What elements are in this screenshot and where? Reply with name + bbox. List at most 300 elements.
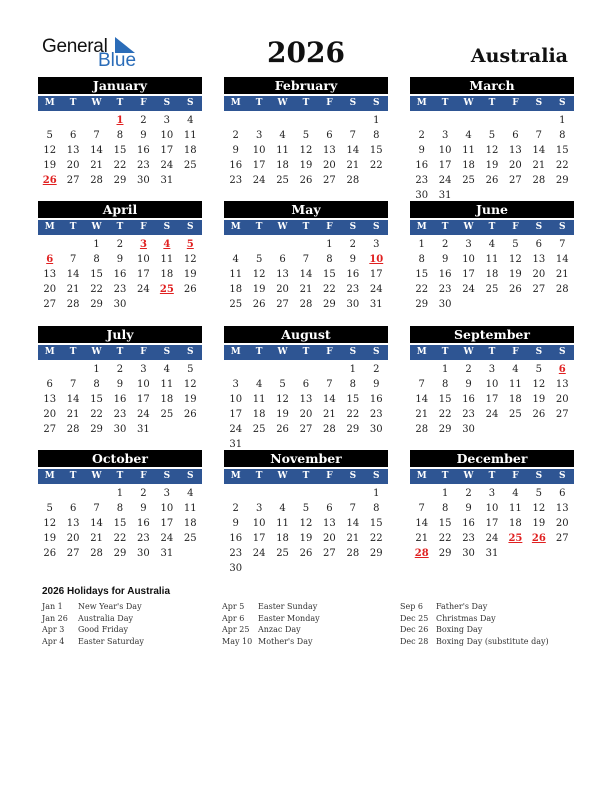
month-october bbox=[38, 450, 202, 561]
day: 20 bbox=[43, 409, 57, 420]
day: 19 bbox=[485, 160, 499, 171]
day-grid bbox=[410, 486, 574, 561]
empty-cell bbox=[38, 486, 61, 501]
day: 29 bbox=[323, 299, 336, 310]
weekday-label: S bbox=[186, 98, 194, 108]
month-june bbox=[410, 201, 574, 312]
day: 11 bbox=[276, 145, 289, 156]
day: 13 bbox=[43, 394, 57, 405]
day: 3 bbox=[488, 488, 496, 499]
day: 19 bbox=[532, 518, 546, 529]
weekday-label: T bbox=[441, 222, 449, 232]
day: 12 bbox=[485, 145, 499, 156]
weekday-label: F bbox=[512, 347, 519, 357]
day: 7 bbox=[326, 379, 333, 390]
day: 1 bbox=[373, 488, 380, 499]
day: 30 bbox=[113, 299, 127, 310]
weekday-label: W bbox=[463, 222, 474, 232]
holiday-date: Apr 3 bbox=[42, 625, 65, 634]
day: 14 bbox=[346, 145, 360, 156]
weekday-label: S bbox=[535, 222, 543, 232]
day: 18 bbox=[252, 409, 266, 420]
day: 20 bbox=[43, 284, 57, 295]
holiday-row bbox=[400, 613, 549, 625]
weekday-label: T bbox=[441, 471, 449, 481]
weekday-label: F bbox=[140, 222, 147, 232]
weekday-label: S bbox=[163, 471, 171, 481]
day: 14 bbox=[323, 394, 336, 405]
day-grid bbox=[38, 113, 202, 188]
holiday-name: Father's Day bbox=[436, 602, 488, 611]
holiday-day: 26 bbox=[531, 533, 546, 544]
day: 19 bbox=[299, 533, 313, 544]
day: 1 bbox=[373, 115, 380, 126]
empty-cell bbox=[38, 362, 61, 377]
day: 23 bbox=[137, 160, 150, 171]
weekday-label: T bbox=[488, 471, 496, 481]
day: 19 bbox=[43, 533, 57, 544]
month-january bbox=[38, 77, 202, 188]
day: 29 bbox=[90, 424, 103, 435]
day: 8 bbox=[373, 130, 380, 141]
day: 7 bbox=[93, 503, 100, 514]
weekday-label: S bbox=[372, 222, 380, 232]
day: 1 bbox=[441, 364, 449, 375]
holiday-row bbox=[42, 601, 144, 613]
day: 10 bbox=[160, 503, 174, 514]
day: 2 bbox=[140, 488, 147, 499]
weekday-label: M bbox=[230, 98, 241, 108]
day: 1 bbox=[116, 488, 124, 499]
weekday-label: S bbox=[186, 347, 194, 357]
day: 5 bbox=[255, 254, 263, 265]
day: 6 bbox=[326, 503, 333, 514]
empty-cell bbox=[294, 362, 317, 377]
day: 16 bbox=[137, 145, 150, 156]
day: 15 bbox=[113, 145, 127, 156]
weekday-label: S bbox=[163, 222, 171, 232]
day: 2 bbox=[373, 364, 380, 375]
holiday-date: Dec 26 bbox=[400, 625, 429, 634]
day: 12 bbox=[183, 379, 197, 390]
day: 30 bbox=[462, 548, 475, 559]
holiday-name: Easter Saturday bbox=[78, 636, 144, 646]
empty-cell bbox=[247, 113, 270, 128]
weekday-label: M bbox=[416, 347, 427, 357]
day: 24 bbox=[462, 284, 475, 295]
day: 8 bbox=[116, 130, 124, 141]
weekday-label: T bbox=[116, 222, 124, 232]
day: 24 bbox=[369, 284, 383, 295]
weekday-label: T bbox=[441, 98, 449, 108]
day: 23 bbox=[462, 533, 475, 544]
day: 18 bbox=[485, 269, 499, 280]
empty-cell bbox=[38, 237, 61, 252]
day: 7 bbox=[418, 379, 425, 390]
day: 10 bbox=[462, 254, 475, 265]
day: 2 bbox=[140, 115, 147, 126]
day: 8 bbox=[559, 130, 566, 141]
day: 28 bbox=[299, 299, 313, 310]
day: 10 bbox=[229, 394, 243, 405]
day: 16 bbox=[462, 394, 475, 405]
day: 12 bbox=[183, 254, 197, 265]
weekday-label: W bbox=[91, 471, 102, 481]
day: 19 bbox=[299, 160, 313, 171]
day: 7 bbox=[69, 379, 77, 390]
day: 20 bbox=[323, 533, 336, 544]
day: 19 bbox=[183, 269, 197, 280]
weekday-label: T bbox=[255, 222, 263, 232]
holiday-row bbox=[400, 636, 549, 648]
month-header: December bbox=[410, 450, 574, 467]
weekday-bar bbox=[410, 345, 574, 360]
day: 14 bbox=[90, 145, 103, 156]
month-july bbox=[38, 326, 202, 437]
day: 5 bbox=[302, 503, 310, 514]
month-november bbox=[224, 450, 388, 576]
day: 29 bbox=[113, 175, 127, 186]
weekday-bar bbox=[38, 345, 202, 360]
holiday-name: Anzac Day bbox=[258, 625, 301, 634]
day: 14 bbox=[532, 145, 546, 156]
day: 2 bbox=[232, 503, 239, 514]
day: 5 bbox=[302, 130, 310, 141]
day: 23 bbox=[229, 175, 243, 186]
day: 5 bbox=[187, 364, 194, 375]
weekday-label: T bbox=[255, 471, 263, 481]
empty-cell bbox=[271, 486, 294, 501]
day: 21 bbox=[66, 409, 80, 420]
weekday-label: S bbox=[558, 98, 566, 108]
day: 2 bbox=[465, 488, 472, 499]
day: 25 bbox=[276, 175, 289, 186]
day: 7 bbox=[349, 130, 357, 141]
day: 5 bbox=[46, 130, 53, 141]
day: 4 bbox=[163, 364, 171, 375]
weekday-label: M bbox=[416, 222, 427, 232]
empty-cell bbox=[527, 113, 550, 128]
day: 11 bbox=[183, 130, 197, 141]
weekday-label: M bbox=[44, 222, 55, 232]
day: 12 bbox=[43, 145, 57, 156]
holiday-name: Good Friday bbox=[78, 625, 129, 634]
day: 27 bbox=[43, 299, 57, 310]
day: 26 bbox=[485, 175, 499, 186]
day: 6 bbox=[559, 488, 566, 499]
day: 26 bbox=[299, 548, 313, 559]
day: 16 bbox=[346, 269, 360, 280]
day: 21 bbox=[415, 409, 429, 420]
month-header: November bbox=[224, 450, 388, 467]
weekday-label: S bbox=[558, 347, 566, 357]
day: 3 bbox=[373, 239, 380, 250]
month-header: August bbox=[224, 326, 388, 343]
day: 28 bbox=[346, 548, 360, 559]
empty-cell bbox=[61, 486, 84, 501]
empty-cell bbox=[247, 486, 270, 501]
day: 29 bbox=[415, 299, 429, 310]
day: 21 bbox=[415, 533, 429, 544]
day: 12 bbox=[299, 145, 313, 156]
day: 20 bbox=[299, 409, 313, 420]
day: 12 bbox=[532, 503, 546, 514]
day: 6 bbox=[302, 379, 310, 390]
empty-cell bbox=[271, 113, 294, 128]
day: 25 bbox=[183, 533, 197, 544]
weekday-label: T bbox=[302, 347, 310, 357]
day: 27 bbox=[299, 424, 313, 435]
day: 30 bbox=[229, 563, 243, 574]
weekday-label: S bbox=[535, 471, 543, 481]
day: 23 bbox=[229, 548, 243, 559]
day-grid bbox=[410, 113, 574, 203]
day: 19 bbox=[276, 409, 289, 420]
empty-cell bbox=[61, 113, 84, 128]
day: 26 bbox=[509, 284, 522, 295]
day: 4 bbox=[512, 488, 519, 499]
holiday-day: 28 bbox=[414, 548, 429, 559]
holiday-day: 25 bbox=[508, 533, 523, 544]
day: 15 bbox=[369, 518, 383, 529]
holiday-date: Dec 25 bbox=[400, 613, 429, 623]
month-may bbox=[224, 201, 388, 312]
day: 10 bbox=[252, 145, 266, 156]
weekday-label: S bbox=[163, 98, 171, 108]
day: 22 bbox=[438, 533, 452, 544]
weekday-label: S bbox=[349, 347, 357, 357]
weekday-bar bbox=[224, 345, 388, 360]
day: 17 bbox=[229, 409, 243, 420]
day: 10 bbox=[438, 145, 452, 156]
holiday-name: Easter Sunday bbox=[258, 602, 318, 611]
day: 6 bbox=[69, 130, 77, 141]
weekday-label: T bbox=[302, 471, 310, 481]
day: 7 bbox=[93, 130, 100, 141]
day: 25 bbox=[229, 299, 243, 310]
day: 6 bbox=[326, 130, 333, 141]
weekday-label: W bbox=[463, 347, 474, 357]
day: 9 bbox=[116, 379, 124, 390]
weekday-label: S bbox=[372, 98, 380, 108]
holiday-day: 26 bbox=[42, 175, 57, 186]
day: 27 bbox=[276, 299, 289, 310]
day: 27 bbox=[509, 175, 522, 186]
holiday-row bbox=[42, 624, 144, 636]
day: 7 bbox=[559, 239, 566, 250]
day: 13 bbox=[66, 145, 80, 156]
day: 17 bbox=[160, 145, 174, 156]
holiday-day: 4 bbox=[163, 239, 171, 250]
day: 27 bbox=[555, 533, 569, 544]
month-february bbox=[224, 77, 388, 188]
empty-cell bbox=[410, 486, 433, 501]
day: 4 bbox=[512, 364, 519, 375]
holiday-row bbox=[42, 636, 144, 648]
day: 24 bbox=[160, 160, 174, 171]
weekday-label: M bbox=[416, 98, 427, 108]
weekday-label: S bbox=[349, 98, 357, 108]
month-september bbox=[410, 326, 574, 437]
day: 17 bbox=[485, 394, 499, 405]
day: 8 bbox=[373, 503, 380, 514]
weekday-bar bbox=[38, 96, 202, 111]
weekday-label: S bbox=[535, 347, 543, 357]
day: 28 bbox=[346, 175, 360, 186]
day: 10 bbox=[160, 130, 174, 141]
day: 29 bbox=[555, 175, 569, 186]
day: 30 bbox=[462, 424, 475, 435]
day: 18 bbox=[462, 160, 475, 171]
empty-cell bbox=[38, 113, 61, 128]
day: 8 bbox=[441, 379, 449, 390]
day: 10 bbox=[485, 379, 499, 390]
day: 22 bbox=[113, 160, 127, 171]
day: 12 bbox=[299, 518, 313, 529]
page-title-year: 2026 bbox=[267, 36, 345, 69]
day: 11 bbox=[252, 394, 266, 405]
day: 9 bbox=[140, 130, 147, 141]
day: 8 bbox=[326, 254, 333, 265]
day: 22 bbox=[369, 160, 383, 171]
weekday-label: F bbox=[140, 98, 147, 108]
day: 9 bbox=[465, 379, 472, 390]
day: 20 bbox=[555, 518, 569, 529]
day: 19 bbox=[43, 160, 57, 171]
day: 22 bbox=[438, 409, 452, 420]
day: 4 bbox=[255, 379, 263, 390]
holiday-date: Jan 26 bbox=[42, 613, 68, 623]
day: 10 bbox=[485, 503, 499, 514]
day: 11 bbox=[276, 518, 289, 529]
day: 4 bbox=[279, 130, 286, 141]
day: 30 bbox=[137, 175, 150, 186]
day: 20 bbox=[323, 160, 336, 171]
weekday-bar bbox=[410, 469, 574, 484]
weekday-label: T bbox=[69, 347, 77, 357]
holiday-date: Apr 6 bbox=[222, 613, 245, 623]
day: 18 bbox=[160, 269, 174, 280]
day: 29 bbox=[369, 548, 383, 559]
day: 3 bbox=[255, 503, 263, 514]
weekday-bar bbox=[410, 96, 574, 111]
day: 7 bbox=[69, 254, 77, 265]
weekday-label: S bbox=[535, 98, 543, 108]
month-header: September bbox=[410, 326, 574, 343]
day: 17 bbox=[252, 533, 266, 544]
day: 20 bbox=[509, 160, 522, 171]
weekday-bar bbox=[38, 469, 202, 484]
day: 11 bbox=[509, 379, 522, 390]
day: 11 bbox=[183, 503, 197, 514]
holiday-row bbox=[42, 613, 144, 625]
day: 17 bbox=[462, 269, 475, 280]
day: 9 bbox=[349, 254, 357, 265]
holiday-date: Jan 1 bbox=[42, 602, 63, 611]
day: 23 bbox=[415, 175, 429, 186]
weekday-label: M bbox=[230, 347, 241, 357]
day: 3 bbox=[163, 115, 171, 126]
day: 31 bbox=[229, 439, 243, 450]
day: 13 bbox=[323, 518, 336, 529]
weekday-label: T bbox=[116, 347, 124, 357]
holiday-day: 6 bbox=[46, 254, 54, 265]
day: 25 bbox=[485, 284, 499, 295]
day: 20 bbox=[555, 394, 569, 405]
day: 1 bbox=[559, 115, 566, 126]
day: 1 bbox=[349, 364, 357, 375]
month-header: June bbox=[410, 201, 574, 218]
weekday-label: F bbox=[140, 347, 147, 357]
day: 14 bbox=[415, 394, 429, 405]
weekday-label: T bbox=[255, 347, 263, 357]
day: 16 bbox=[137, 518, 150, 529]
day: 28 bbox=[66, 424, 80, 435]
day: 7 bbox=[418, 503, 425, 514]
day: 15 bbox=[415, 269, 429, 280]
day: 13 bbox=[43, 269, 57, 280]
day: 24 bbox=[485, 409, 499, 420]
holiday-column bbox=[400, 601, 549, 647]
day: 3 bbox=[232, 379, 239, 390]
day: 9 bbox=[232, 518, 239, 529]
holiday-name: Christmas Day bbox=[436, 613, 496, 623]
holiday-row bbox=[222, 601, 320, 613]
day: 5 bbox=[46, 503, 53, 514]
day: 24 bbox=[137, 409, 150, 420]
empty-cell bbox=[61, 362, 84, 377]
day: 7 bbox=[302, 254, 310, 265]
day: 7 bbox=[349, 503, 357, 514]
day: 1 bbox=[441, 488, 449, 499]
day: 31 bbox=[369, 299, 383, 310]
weekday-label: M bbox=[44, 471, 55, 481]
day: 27 bbox=[555, 409, 569, 420]
day: 26 bbox=[276, 424, 289, 435]
day: 26 bbox=[183, 409, 197, 420]
day: 28 bbox=[90, 548, 103, 559]
day: 19 bbox=[532, 394, 546, 405]
weekday-label: T bbox=[302, 98, 310, 108]
weekday-label: M bbox=[230, 471, 241, 481]
holiday-row bbox=[222, 636, 320, 648]
empty-cell bbox=[85, 113, 108, 128]
empty-cell bbox=[224, 362, 247, 377]
day: 23 bbox=[346, 284, 360, 295]
weekday-label: S bbox=[558, 471, 566, 481]
day: 8 bbox=[93, 379, 100, 390]
day: 27 bbox=[66, 548, 80, 559]
month-august bbox=[224, 326, 388, 452]
day: 26 bbox=[532, 409, 546, 420]
weekday-label: W bbox=[277, 347, 288, 357]
weekday-label: W bbox=[463, 471, 474, 481]
day: 16 bbox=[369, 394, 383, 405]
day: 17 bbox=[137, 269, 150, 280]
day: 22 bbox=[369, 533, 383, 544]
weekday-label: T bbox=[302, 222, 310, 232]
holiday-day: 1 bbox=[116, 115, 124, 126]
day: 24 bbox=[438, 175, 452, 186]
day: 18 bbox=[276, 533, 289, 544]
weekday-label: F bbox=[512, 471, 519, 481]
day: 4 bbox=[187, 115, 194, 126]
day: 18 bbox=[183, 518, 197, 529]
day: 7 bbox=[535, 130, 543, 141]
day: 6 bbox=[69, 503, 77, 514]
month-april bbox=[38, 201, 202, 312]
day: 15 bbox=[438, 518, 452, 529]
